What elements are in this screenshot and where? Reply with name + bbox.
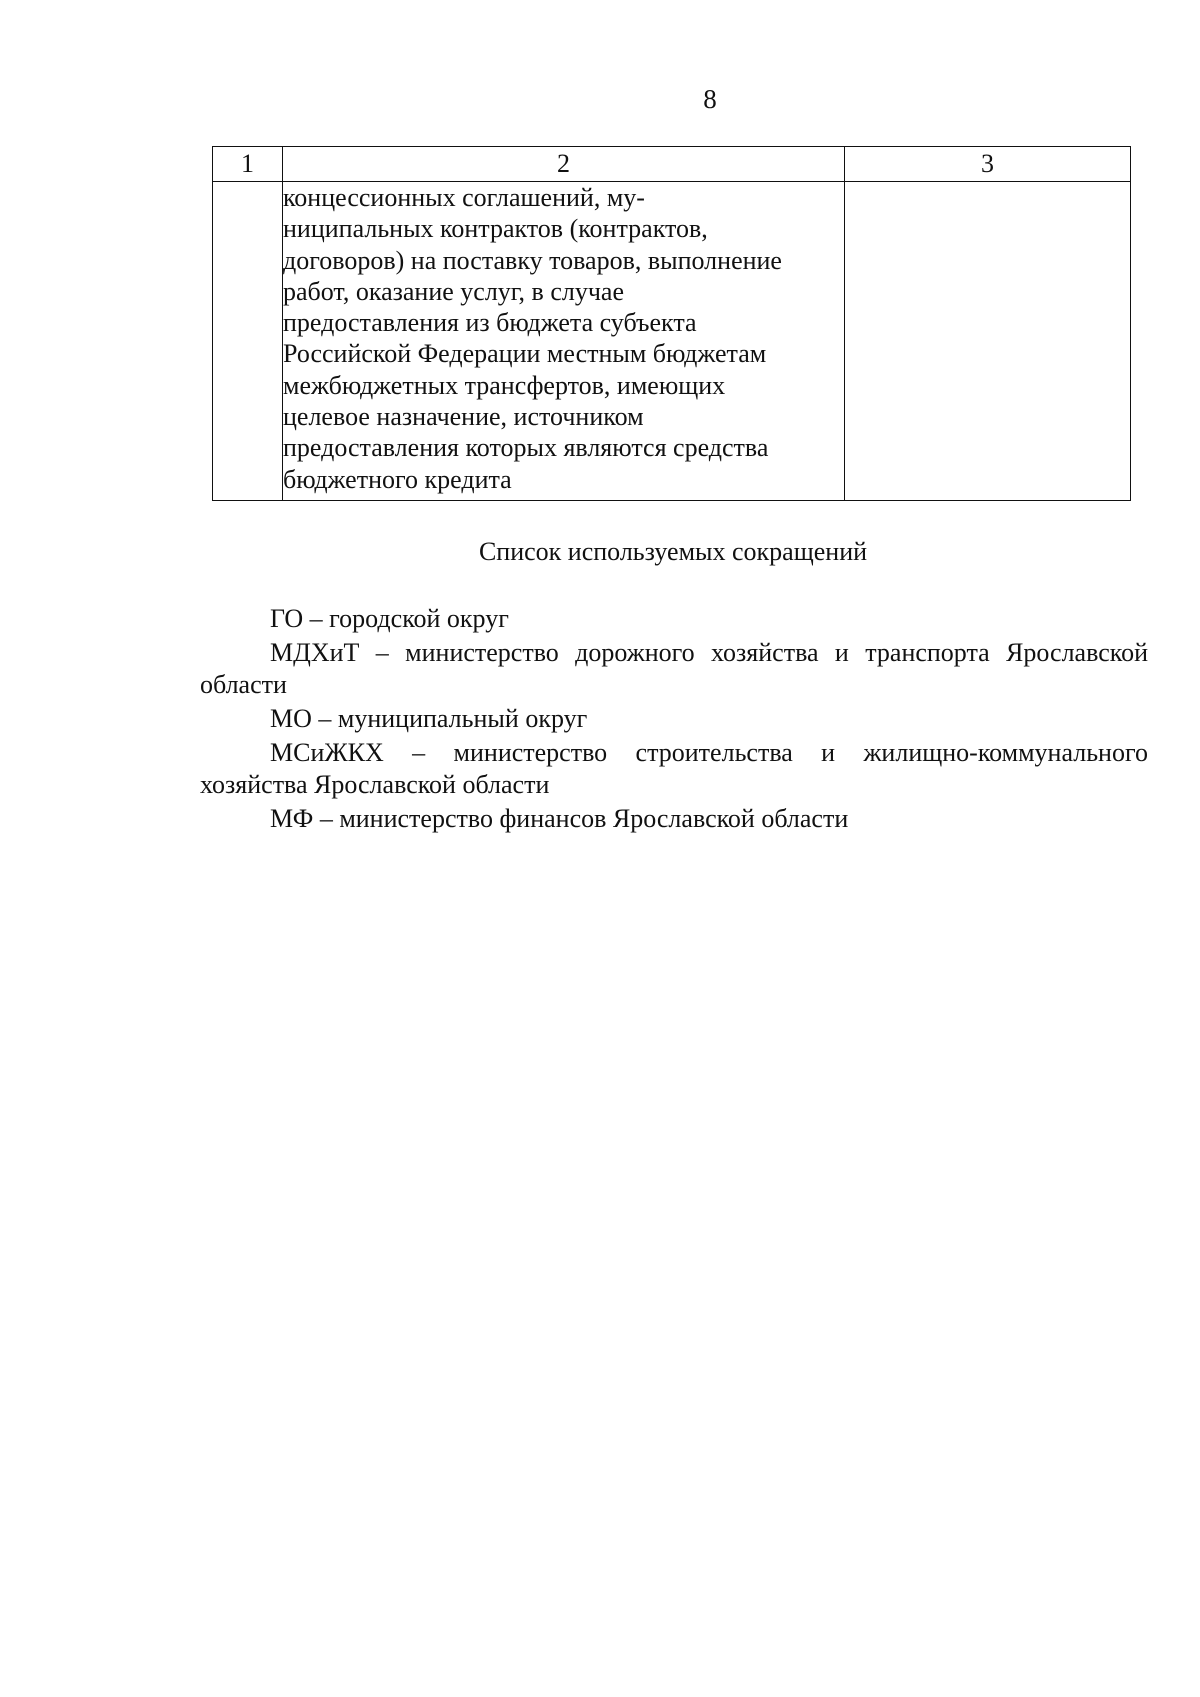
table-row bbox=[213, 182, 1131, 501]
abbreviation-item: МФ – министерство финансов Ярославской области bbox=[270, 804, 849, 833]
table-cell-col3 bbox=[845, 182, 1131, 501]
abbreviations-title: Список используемых сокращений bbox=[478, 537, 868, 566]
table-header-cell-2: 2 bbox=[283, 147, 845, 182]
table-header-cell-3: 3 bbox=[845, 147, 1131, 182]
table-header-row bbox=[213, 147, 1131, 182]
abbreviations-list bbox=[200, 603, 1148, 837]
table-cell-col2-text: концессионных соглашений, му- ниципальных контрактов (контрактов, договоров) на поставку товаров, выполнение работ, оказание услуг, в случае предоставления из бюджета субъекта Российской Федерации местным бюджетам межбюджетных трансфертов, имеющих целевое назначение, источником предоставления которых являются средства бюджетного кредита bbox=[283, 183, 782, 494]
table-cell-col2 bbox=[283, 182, 845, 501]
abbreviation-item: МСиЖКХ – министерство строительства и жилищно-коммунального хозяйства Ярославской области bbox=[200, 738, 1148, 799]
table-header-cell-1: 1 bbox=[213, 147, 283, 182]
page-number: 8 bbox=[703, 84, 717, 114]
table-cell-col1 bbox=[213, 182, 283, 501]
abbreviation-item: МДХиТ – министерство дорожного хозяйства и транспорта Ярославской области bbox=[200, 638, 1148, 699]
abbreviation-item: ГО – городской округ bbox=[270, 604, 509, 633]
data-table bbox=[212, 146, 1131, 501]
abbreviation-item: МО – муниципальный округ bbox=[270, 704, 588, 733]
